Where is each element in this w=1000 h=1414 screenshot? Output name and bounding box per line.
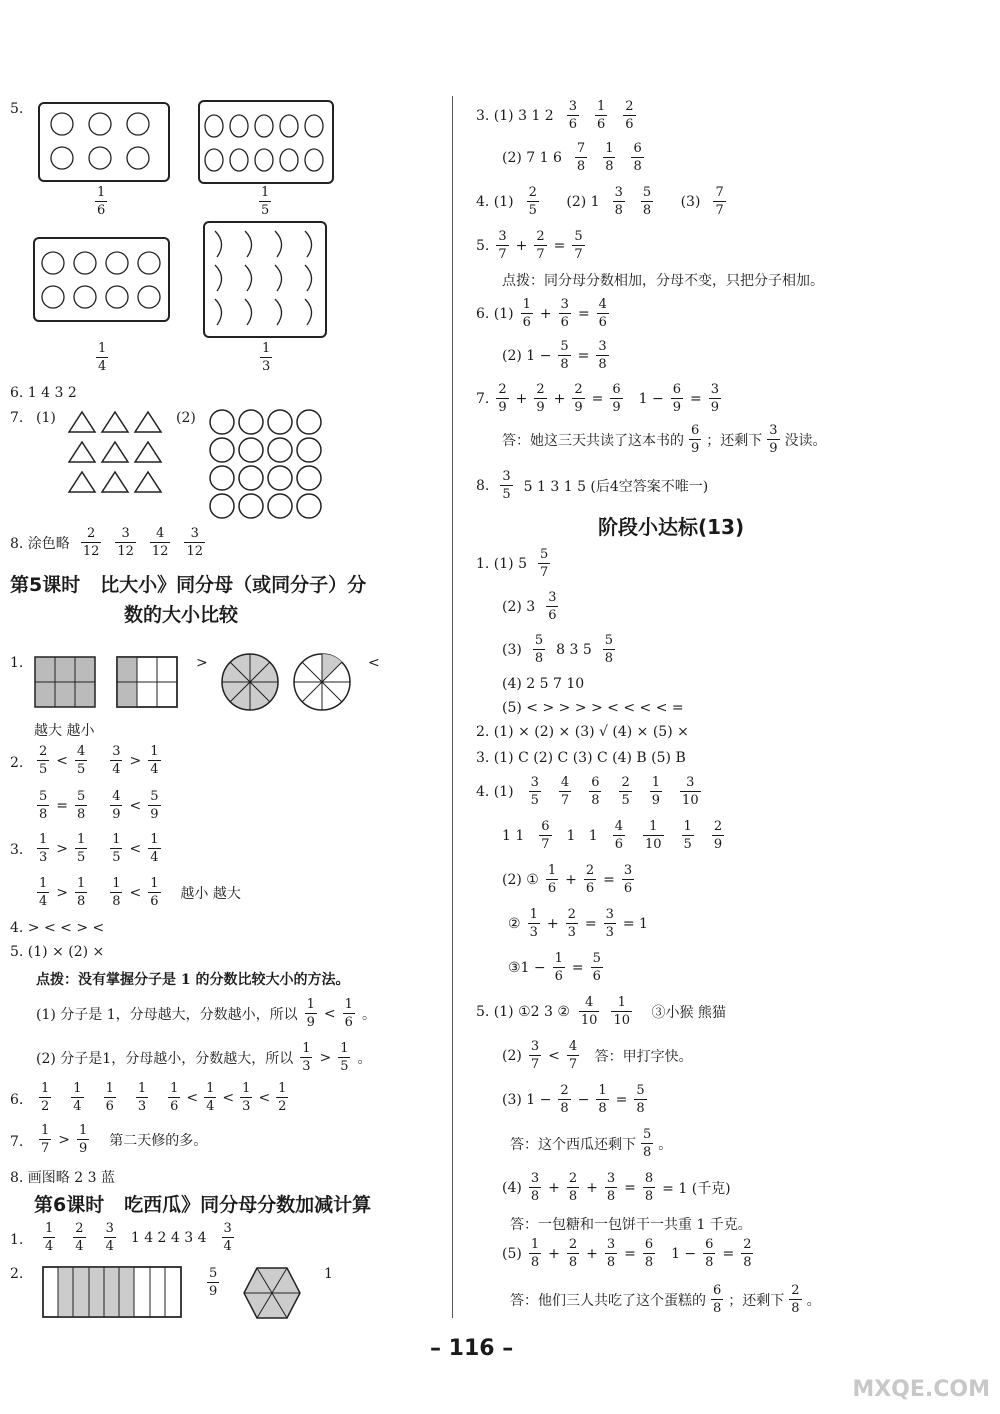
s1-4: (4) 2 5 7 10 (502, 676, 585, 692)
l5-tip2: (2) 分子是1，分母越小，分数越大，所以 (36, 1050, 294, 1067)
q5-frac-d: $\frac{1}{3}$ (262, 341, 271, 374)
l6-q2-frac: $\frac{5}{9}$ (209, 1266, 218, 1299)
s4-row2-ints: 1 1 (502, 827, 525, 844)
r-q7-answer: 答：她这三天共读了这本书的 $\frac{6}{9}$ ；还剩下 $\frac{3}{9}$ 没读。 (502, 423, 827, 456)
s1-row1: 1. (1) 5 $\frac{5}{7}$ (476, 547, 549, 580)
l5-q3-words: 越小 越大 (180, 885, 241, 902)
r-q4-2: (2) 1 (566, 193, 600, 210)
s4-number: 4. (1) (476, 783, 514, 800)
s3: 3. (1) C (2) C (3) C (4) B (5) B (476, 750, 686, 766)
q8-frac: $\frac{3}{12}$ (186, 526, 203, 559)
s5-row1: 5. (1) ①2 3 ② $\frac{4}{10}$ $\frac{1}{10}$ ③小猴 熊猫 (476, 995, 726, 1028)
s4-row2: 1 1 $\frac{6}{7}$ 1 1 $\frac{4}{6}$ $\frac{1}{10}$ $\frac{1}{5}$ $\frac{2}{9}$ (502, 819, 723, 852)
l5-q6-row: $\frac{1}{2}$ $\frac{1}{4}$ $\frac{1}{6}$ $\frac{1}{3}$ $\frac{1}{6}$ < $\frac{1}{4}$ < $\frac{1}{3}$ < $\frac{1}{2}$ (41, 1081, 287, 1114)
strip-bar (42, 1266, 182, 1318)
l5-q7-number: 7. (10, 1134, 24, 1150)
s1-row2: (2) 3 $\frac{3}{6}$ (502, 590, 557, 623)
q7-part2: (2) (176, 410, 196, 426)
q5-number: 5. (10, 101, 24, 117)
s5-1: 5. (1) ①2 3 ② (476, 1003, 570, 1020)
s5-2-ans: 答：甲打字快。 (594, 1048, 693, 1065)
q8-frac: $\frac{2}{12}$ (82, 526, 100, 559)
s1-3-mid: 8 3 5 (556, 641, 592, 658)
lesson5-heading-cont: 数的大小比较 (124, 604, 239, 626)
lesson6-title: 吃西瓜》同分母分数加减计算 (124, 1194, 372, 1216)
lesson5-number: 第5课时 (10, 574, 81, 596)
s1-3: (3) (502, 641, 522, 658)
l6-q1-row: $\frac{1}{4}$ $\frac{2}{4}$ $\frac{3}{4}$ 1 4 2 4 3 4 $\frac{3}{4}$ (45, 1221, 232, 1254)
s4-row3: (2) ① $\frac{1}{6}$ + $\frac{2}{6}$ = $\frac{3}{6}$ (502, 863, 633, 896)
l5-q2-number: 2. (10, 755, 24, 771)
l5-q1-number: 1. (10, 655, 24, 671)
s5-4-unit: = 1 (千克) (662, 1180, 731, 1197)
peach-icons (40, 104, 168, 180)
q8-row (10, 527, 208, 558)
r-q8-rest: 5 1 3 1 5 (后4空答案不唯一) (523, 478, 709, 495)
s5-3: (3) 1 − (502, 1091, 552, 1108)
watermark: MXQE.COM (852, 1377, 990, 1402)
s5-4: (4) (502, 1179, 522, 1196)
l5-q2-row1: $\frac{2}{5}$ < $\frac{4}{5}$ $\frac{3}{4}$ > $\frac{1}{4}$ (39, 744, 159, 777)
l6-q2-number: 2. (10, 1266, 24, 1282)
s4-2: (2) ① (502, 871, 539, 888)
s5-row3-answer: 答：这个西瓜还剩下 $\frac{5}{8}$ 。 (510, 1127, 673, 1160)
s4-c2: ② (508, 915, 521, 932)
s5-5-ans-a: 答：他们三人共吃了这个蛋糕的 (510, 1292, 706, 1309)
r-q7-row: 7. $\frac{2}{9}$ + $\frac{2}{9}$ + $\frac{2}{9}$ = $\frac{6}{9}$ 1 − $\frac{6}{9}$ = $\frac{3}{9}$ (476, 382, 719, 415)
l6-q1-number: 1. (10, 1232, 24, 1248)
r-q6-row2: (2) 1 − $\frac{5}{8}$ = $\frac{3}{8}$ (502, 339, 607, 372)
r-q6-2: (2) 1 − (502, 347, 552, 364)
r-q4-row: 4. (1) $\frac{2}{5}$ (2) 1 $\frac{3}{8}$ $\frac{5}{8}$ (3) $\frac{7}{7}$ (476, 185, 724, 218)
s5-row3: (3) 1 − $\frac{2}{8}$ − $\frac{1}{8}$ = $\frac{5}{8}$ (502, 1083, 645, 1116)
s5-4-ans: 答：一包糖和一包饼干一共重 1 千克。 (510, 1217, 752, 1233)
lesson6-heading (34, 1190, 371, 1217)
r-q7-ans-b: ；还剩下 (706, 432, 763, 449)
q7-number: 7. (10, 410, 24, 426)
q8-label: 8. 涂色略 (10, 535, 70, 552)
lesson5-title: 比大小》同分母（或同分子）分 (100, 574, 367, 596)
l5-q3-row1: $\frac{1}{3}$ > $\frac{1}{5}$ $\frac{1}{5}$ < $\frac{1}{4}$ (39, 832, 159, 865)
s1-row3: (3) $\frac{5}{8}$ 8 3 5 $\frac{5}{8}$ (502, 633, 614, 666)
l6-q2-one: 1 (324, 1266, 333, 1282)
s2: 2. (1) × (2) × (3) √ (4) × (5) × (476, 724, 689, 740)
l5-q7-row: $\frac{1}{7}$ > $\frac{1}{9}$ 第二天修的多。 (41, 1123, 208, 1156)
q7-part1: (1) (36, 410, 56, 426)
r-q4-1: 4. (1) (476, 193, 514, 210)
s5-row5-answer: 答：他们三人共吃了这个蛋糕的 $\frac{6}{8}$ ；还剩下 $\frac{2}{8}$ 。 (510, 1283, 821, 1316)
l5-tip1: (1) 分子是 1，分母越大，分数越小，所以 (36, 1006, 298, 1023)
l5-tip2-row: (2) 分子是1，分母越小，分数越大，所以 $\frac{1}{3}$ > $\frac{1}{5}$ 。 (36, 1041, 372, 1074)
l5-q4: 4. > < < > < (10, 920, 105, 936)
triangles-figure (66, 410, 166, 498)
page-number: – 116 – (430, 1336, 514, 1361)
l5-q7-text: 第二天修的多。 (109, 1132, 208, 1149)
r-q7-number: 7. (476, 390, 490, 407)
l5-q3-row2: $\frac{1}{4}$ > $\frac{1}{8}$ $\frac{1}{8}$ < $\frac{1}{6}$ 越小 越大 (39, 876, 241, 909)
q8-frac: $\frac{4}{12}$ (151, 526, 169, 559)
r-q6-1: 6. (1) (476, 305, 514, 322)
s1-1: 1. (1) 5 (476, 555, 527, 572)
banana-icons (205, 223, 325, 336)
r-q4-3: (3) (680, 193, 701, 210)
s1-5: (5) < > > > > < < < < = (502, 700, 684, 716)
column-divider (452, 96, 453, 1318)
r-q3-row2: (2) 7 1 6 $\frac{7}{8}$ $\frac{1}{8}$ $\frac{6}{8}$ (502, 141, 642, 174)
s5-3-ans: 答：这个西瓜还剩下 (510, 1136, 636, 1153)
l6-q1-ints: 1 4 2 4 3 4 (130, 1229, 207, 1246)
l5-tip1-row: (1) 分子是 1，分母越大，分数越小，所以 $\frac{1}{9}$ < $\frac{1}{6}$ 。 (36, 997, 376, 1030)
apple-box (33, 237, 170, 322)
r-q5-number: 5. (476, 237, 490, 254)
pear-box (198, 100, 334, 184)
s5-1-end: ③小猴 熊猫 (651, 1004, 726, 1021)
r-q8-number: 8. (476, 477, 490, 494)
s5-row2: (2) $\frac{3}{7}$ < $\frac{4}{7}$ 答：甲打字快。 (502, 1039, 693, 1072)
q8-frac: $\frac{3}{12}$ (117, 526, 134, 559)
circle-divided-a (220, 652, 280, 712)
lesson6-number: 第6课时 (34, 1194, 105, 1216)
r-q3-1: 3. (1) 3 1 2 (476, 107, 554, 124)
s5-2: (2) (502, 1047, 522, 1064)
pear-icons (200, 102, 332, 182)
s5-row4: (4) $\frac{3}{8}$ + $\frac{2}{8}$ + $\frac{3}{8}$ = $\frac{8}{8}$ = 1 (千克) (502, 1171, 731, 1204)
l5-q2-row2: $\frac{5}{8}$ = $\frac{5}{8}$ $\frac{4}{9}$ < $\frac{5}{9}$ (39, 789, 159, 822)
stage-test-heading: 阶段小达标(13) (598, 515, 745, 539)
l5-q1-words: 越大 越小 (34, 723, 95, 739)
peach-box (38, 102, 170, 182)
r-q6-row1: 6. (1) $\frac{1}{6}$ + $\frac{3}{6}$ = $\frac{4}{6}$ (476, 297, 607, 330)
l5-q6-number: 6. (10, 1092, 24, 1108)
s4-c3: ③1 − (508, 959, 546, 976)
s4-row1: 4. (1) $\frac{3}{5}$ $\frac{4}{7}$ $\frac{6}{8}$ $\frac{2}{5}$ $\frac{1}{9}$ $\frac{3}{10}$ (476, 775, 699, 808)
s5-5: (5) (502, 1245, 522, 1262)
s4-row4: ② $\frac{1}{3}$ + $\frac{2}{3}$ = $\frac{3}{3}$ = 1 (508, 907, 648, 940)
r-q3-2: (2) 7 1 6 (502, 149, 562, 166)
s4-row5: ③1 − $\frac{1}{6}$ = $\frac{5}{6}$ (508, 951, 601, 984)
grid-rect-b (116, 656, 178, 708)
l5-tip: 点拨：没有掌握分子是 1 的分数比较大小的方法。 (36, 972, 350, 988)
r-q7-ans-c: 没读。 (784, 432, 827, 449)
l5-q5: 5. (1) × (2) × (10, 944, 105, 960)
r-q7-ans-a: 答：她这三天共读了这本书的 (502, 432, 684, 449)
circle-divided-b (292, 652, 352, 712)
s5-5-ans-b: ；还剩下 (728, 1292, 785, 1309)
l5-q1-gt: > (196, 655, 208, 671)
circles-figure (208, 408, 324, 520)
r-q8-row: 8. $\frac{3}{5}$ 5 1 3 1 5 (后4空答案不唯一) (476, 469, 709, 502)
l5-q3-number: 3. (10, 842, 24, 858)
r-q5-row: 5. $\frac{3}{7}$ + $\frac{2}{7}$ = $\frac{5}{7}$ (476, 229, 583, 262)
r-q5-tip: 点拨：同分母分数相加，分母不变，只把分子相加。 (502, 273, 824, 289)
q5-frac-a: $\frac{1}{6}$ (97, 185, 106, 218)
l5-q1-lt: < (368, 655, 380, 671)
q5-frac-c: $\frac{1}{4}$ (98, 341, 107, 374)
l5-q8: 8. 画图略 2 3 蓝 (10, 1170, 115, 1186)
q6-answer: 6. 1 4 3 2 (10, 385, 77, 401)
banana-box (203, 221, 327, 338)
q5-frac-b: $\frac{1}{5}$ (261, 185, 270, 218)
apple-icons (35, 239, 168, 320)
r-q3-row1: 3. (1) 3 1 2 $\frac{3}{6}$ $\frac{1}{6}$ $\frac{2}{6}$ (476, 99, 634, 132)
hexagon-figure (242, 1266, 302, 1320)
grid-rect-a (34, 656, 96, 708)
lesson5-heading (10, 570, 366, 597)
s5-row5: (5) $\frac{1}{8}$ + $\frac{2}{8}$ + $\frac{3}{8}$ = $\frac{6}{8}$ 1 − $\frac{6}{8}$ = $\frac{2}{8}$ (502, 1237, 752, 1270)
s1-2: (2) 3 (502, 598, 536, 615)
